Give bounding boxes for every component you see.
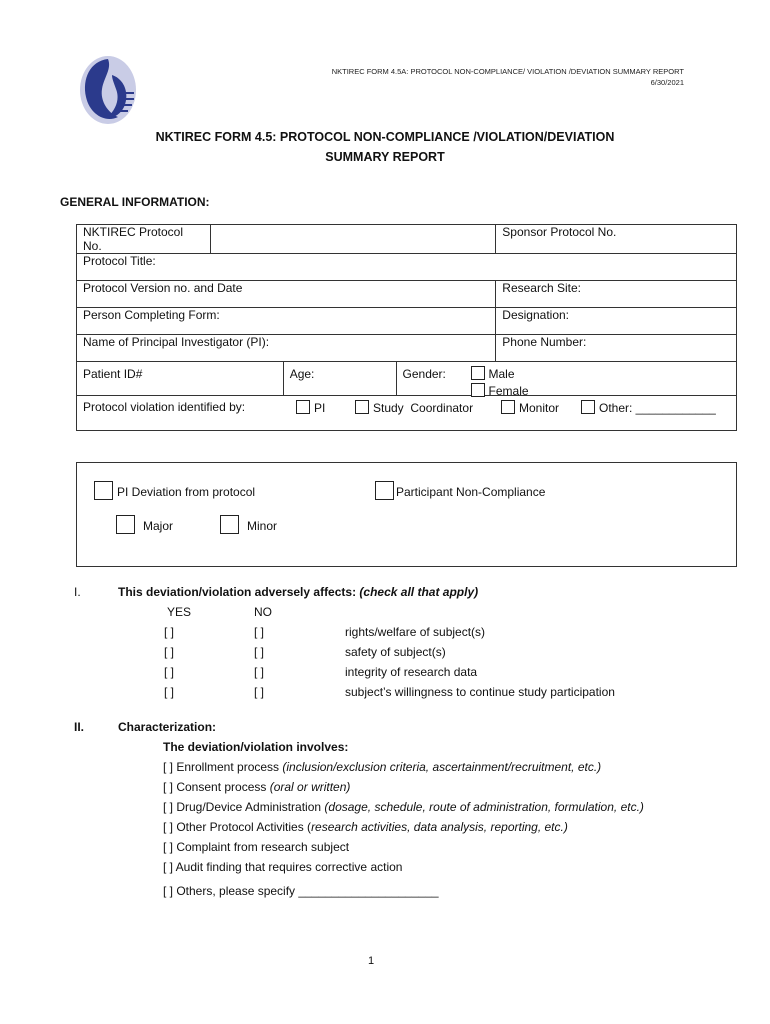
other-label: Other: ____________ [599,401,716,415]
identified-other-option[interactable] [581,400,716,415]
section-2-number: II. [74,720,85,734]
characterization-item[interactable] [163,817,644,837]
section-1-heading-text: This deviation/violation adversely affects: [118,585,357,599]
female-label: Female [488,384,529,398]
yes-checkbox[interactable]: [ ] [164,665,175,679]
protocol-no-field[interactable] [210,225,495,254]
section-1-heading [118,585,478,599]
page-title [0,127,770,167]
form-date: 6/30/2021 [650,78,684,87]
male-checkbox[interactable] [471,366,485,380]
major-label: Major [143,519,174,533]
no-checkbox[interactable]: [ ] [254,685,265,699]
protocol-title-field[interactable] [77,254,737,281]
section-2-subheading: The deviation/violation involves: [163,740,349,754]
item-text: [ ] Other Protocol Activities ( [163,820,312,834]
protocol-title-label: Protocol Title: [83,254,156,268]
yes-checkbox[interactable]: [ ] [164,645,175,659]
study-label: Study [373,401,404,415]
minor-option[interactable] [220,515,277,534]
pi-name-label: Name of Principal Investigator (PI): [83,335,270,349]
item-note: (inclusion/exclusion criteria, ascertainment/recruitment, etc.) [282,760,602,774]
age-label: Age: [289,367,315,381]
gender-field [396,362,736,396]
no-checkbox[interactable]: [ ] [254,625,265,639]
protocol-version-field[interactable] [77,281,496,308]
sponsor-protocol-no-field[interactable] [496,225,737,254]
deviation-type-box [76,462,737,567]
pi-name-field[interactable] [77,335,496,362]
pi-checkbox[interactable] [296,400,310,414]
no-checkbox-column [254,622,264,702]
participant-noncompliance-checkbox[interactable] [375,481,394,500]
yes-column-header: YES [167,605,192,619]
list-item: safety of subject(s) [345,645,446,659]
designation-label: Designation: [502,308,570,322]
minor-label: Minor [247,519,278,533]
section-2-heading: Characterization: [118,720,217,734]
item-note: (dosage, schedule, route of administration, formulation, etc.) [324,800,644,814]
pi-label: PI [314,401,326,415]
identified-pi-option[interactable] [296,400,325,415]
person-completing-field[interactable] [77,308,496,335]
pi-deviation-option[interactable] [94,481,255,500]
list-item: rights/welfare of subject(s) [345,625,486,639]
minor-checkbox[interactable] [220,515,239,534]
list-item: integrity of research data [345,665,478,679]
yes-checkbox-column [164,622,174,702]
identified-by-row [77,396,737,431]
item-text: [ ] Consent process [163,780,270,794]
general-information-heading: GENERAL INFORMATION: [60,195,210,209]
item-text: [ ] Complaint from research subject [163,840,350,854]
no-checkbox[interactable]: [ ] [254,645,265,659]
monitor-checkbox[interactable] [501,400,515,414]
identified-by-label: Protocol violation identified by: [83,400,246,414]
item-note: research activities, data analysis, reporting, etc.) [311,820,568,834]
yes-checkbox[interactable]: [ ] [164,625,175,639]
item-text: [ ] Audit finding that requires corrective action [163,860,403,874]
coordinator-label: Coordinator [410,401,474,415]
patient-id-field[interactable] [77,362,284,396]
characterization-item[interactable] [163,837,644,857]
title-line-1: NKTIREC FORM 4.5: PROTOCOL NON-COMPLIANCE /VIOLATION/DEVIATION [155,130,615,144]
characterization-item[interactable] [163,757,644,777]
yes-checkbox[interactable]: [ ] [164,685,175,699]
research-site-label: Research Site: [502,281,581,295]
header-form-reference [264,66,684,88]
characterization-item[interactable] [163,881,644,901]
item-text: [ ] Drug/Device Administration [163,800,325,814]
title-line-2: SUMMARY REPORT [325,150,445,164]
no-column-header: NO [254,605,272,619]
age-field[interactable] [283,362,396,396]
phone-number-field[interactable] [496,335,737,362]
identified-study-coordinator-option[interactable] [355,400,473,415]
other-checkbox[interactable] [581,400,595,414]
pi-deviation-checkbox[interactable] [94,481,113,500]
participant-noncompliance-label: Participant Non-Compliance [396,485,546,499]
major-option[interactable] [116,515,173,534]
item-note: (oral or written) [269,780,351,794]
pi-deviation-label: PI Deviation from protocol [117,485,256,499]
list-item: subject’s willingness to continue study participation [345,685,615,699]
person-completing-label: Person Completing Form: [83,308,220,322]
general-information-table [76,224,737,431]
phone-number-label: Phone Number: [502,335,587,349]
protocol-version-label: Protocol Version no. and Date [83,281,243,295]
characterization-list [163,757,644,901]
item-text: [ ] Enrollment process [163,760,283,774]
characterization-item[interactable] [163,797,644,817]
form-reference: NKTIREC FORM 4.5A: PROTOCOL NON-COMPLIANCE/ VIOLATION /DEVIATION SUMMARY REPORT [331,67,684,76]
section-1-number: I. [74,585,81,599]
characterization-item[interactable] [163,857,644,877]
major-checkbox[interactable] [116,515,135,534]
designation-field[interactable] [496,308,737,335]
no-checkbox[interactable]: [ ] [254,665,265,679]
patient-id-label: Patient ID# [83,367,143,381]
item-text: [ ] Others, please specify _____________________ [163,884,439,898]
male-label: Male [488,367,515,381]
page-number: 1 [367,955,375,967]
study-coordinator-checkbox[interactable] [355,400,369,414]
organization-logo [78,55,138,125]
participant-noncompliance-option[interactable] [375,481,545,500]
monitor-label: Monitor [519,401,560,415]
protocol-no-label: NKTIREC Protocol No. [77,225,211,254]
gender-male-option[interactable] [471,366,515,381]
affects-list [345,622,615,702]
section-1-heading-note: (check all that apply) [359,585,479,599]
sponsor-protocol-no-label: Sponsor Protocol No. [502,225,617,239]
identified-monitor-option[interactable] [501,400,559,415]
gender-label: Gender: [402,367,446,381]
research-site-field[interactable] [496,281,737,308]
characterization-item[interactable] [163,777,644,797]
